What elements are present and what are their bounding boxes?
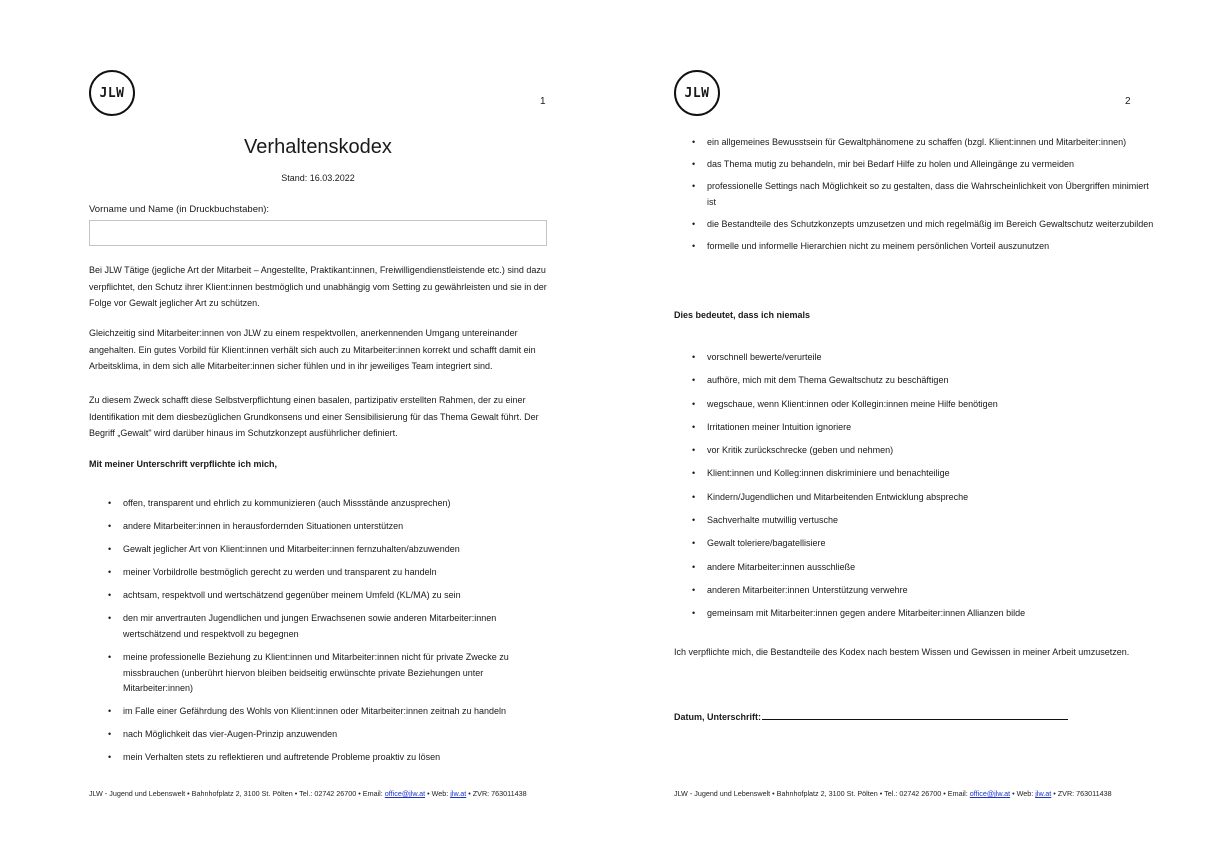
footer-web-label: • Web:	[1010, 789, 1036, 798]
signature-line	[674, 711, 1068, 722]
list-item: • wegschaue, wenn Klient:innen oder Kollegin:innen meine Hilfe benötigen	[692, 397, 1157, 413]
intro-paragraph-3: Zu diesem Zweck schafft diese Selbstverpflichtung einen basalen, partizipativ erstellten Rahmen, der zu einer Identifikation mit dem diesbezüglichen Grundkonsens und einer Sensibilisierung für das Thema Gewalt führt. Der Begriff „Gewalt" wird darüber hinaus im Schutzkonzept ausführlicher definiert.	[89, 395, 539, 438]
list-item: • gemeinsam mit Mitarbeiter:innen gegen andere Mitarbeiter:innen Allianzen bilde	[692, 606, 1157, 622]
list-item: • formelle und informelle Hierarchien nicht zu meinem persönlichen Vorteil auszunutzen	[692, 239, 1157, 255]
footer-address: JLW - Jugend und Lebenswelt • Bahnhofplatz 2, 3100 St. Pölten • Tel.: 02742 26700 • Email:	[674, 789, 970, 798]
jlw-logo: JLW	[674, 70, 720, 116]
document-title: Verhaltenskodex	[244, 136, 392, 158]
list-item: • Klient:innen und Kolleg:innen diskriminiere und benachteilige	[692, 466, 1157, 482]
list-item: • vor Kritik zurückschrecke (geben und nehmen)	[692, 443, 1157, 459]
footer-email-link[interactable]: office@jlw.at	[384, 789, 426, 798]
name-field-label: Vorname und Name (in Druckbuchstaben):	[89, 204, 270, 215]
commitment-list	[108, 496, 548, 773]
list-item: • im Falle einer Gefährdung des Wohls von Klient:innen oder Mitarbeiter:innen zeitnah zu handeln	[108, 704, 548, 720]
page-2	[610, 0, 1220, 862]
footer-zvr: • ZVR: 763011438	[466, 789, 527, 798]
footer-web-link[interactable]: jlw.at	[1035, 789, 1052, 798]
list-item: • das Thema mutig zu behandeln, mir bei Bedarf Hilfe zu holen und Alleingänge zu vermeiden	[692, 157, 1157, 173]
never-list	[692, 350, 1157, 630]
name-input-field[interactable]	[89, 220, 547, 246]
commitment-list-continued	[692, 135, 1157, 261]
document-date: Stand: 16.03.2022	[281, 173, 355, 183]
footer-email-link[interactable]: office@jlw.at	[969, 789, 1011, 798]
commitment-heading: Mit meiner Unterschrift verpflichte ich mich,	[89, 459, 278, 469]
list-item: • ein allgemeines Bewusstsein für Gewaltphänomene zu schaffen (bzgl. Klient:innen und Mitarbeiter:innen)	[692, 135, 1157, 151]
list-item: • meine professionelle Beziehung zu Klient:innen und Mitarbeiter:innen nicht für private Zwecke zu missbrauchen (unberührt hiervon bleiben beidseitig erwünschte private Beziehungen unter Mitarbeiter:innen)	[108, 650, 548, 697]
list-item: • Kindern/Jugendlichen und Mitarbeitenden Entwicklung abspreche	[692, 490, 1157, 506]
list-item: • professionelle Settings nach Möglichkeit so zu gestalten, dass die Wahrscheinlichkeit von Übergriffen minimiert ist	[692, 179, 1157, 210]
footer-web-label: • Web:	[425, 789, 451, 798]
list-item: • Irritationen meiner Intuition ignoriere	[692, 420, 1157, 436]
footer-zvr: • ZVR: 763011438	[1051, 789, 1112, 798]
list-item: • die Bestandteile des Schutzkonzepts umzusetzen und mich regelmäßig im Bereich Gewaltschutz weiterzubilden	[692, 217, 1157, 233]
list-item: • vorschnell bewerte/verurteile	[692, 350, 1157, 366]
list-item: • Gewalt toleriere/bagatellisiere	[692, 536, 1157, 552]
never-heading: Dies bedeutet, dass ich niemals	[674, 310, 811, 320]
list-item: • aufhöre, mich mit dem Thema Gewaltschutz zu beschäftigen	[692, 373, 1157, 389]
list-item: • anderen Mitarbeiter:innen Unterstützung verwehre	[692, 583, 1157, 599]
intro-paragraph-1: Bei JLW Tätige (jegliche Art der Mitarbeit – Angestellte, Praktikant:innen, Freiwilligendienstleistende etc.) sind dazu verpflichtet, den Schutz ihrer Klient:innen bestmöglich und unabhängig vom Setting zu gewährleisten und sie in der Folge vor Gewalt jeglicher Art zu schützen.	[89, 265, 547, 308]
list-item: • Sachverhalte mutwillig vertusche	[692, 513, 1157, 529]
list-item: • Gewalt jeglicher Art von Klient:innen und Mitarbeiter:innen fernzuhalten/abzuwenden	[108, 542, 548, 558]
intro-paragraph-2: Gleichzeitig sind Mitarbeiter:innen von JLW zu einem respektvollen, anerkennenden Umgang untereinander angehalten. Ein gutes Vorbild für Klient:innen verhält sich auch zu Mitarbeiter:innen korrekt und schafft damit ein Arbeitsklima, in dem sich alle Mitarbeiter:innen sicher fühlen und in ihr jeweiliges Team integriert sind.	[89, 328, 536, 371]
page-footer	[89, 789, 527, 798]
list-item: • meiner Vorbildrolle bestmöglich gerecht zu werden und transparent zu handeln	[108, 565, 548, 581]
page-footer	[674, 789, 1112, 798]
list-item: • andere Mitarbeiter:innen ausschließe	[692, 560, 1157, 576]
footer-web-link[interactable]: jlw.at	[450, 789, 467, 798]
list-item: • den mir anvertrauten Jugendlichen und jungen Erwachsenen sowie anderen Mitarbeiter:innen wertschätzend und respektvoll zu begegnen	[108, 611, 548, 642]
signature-label: Datum, Unterschrift:	[674, 712, 762, 722]
list-item: • achtsam, respektvoll und wertschätzend gegenüber meinem Umfeld (KL/MA) zu sein	[108, 588, 548, 604]
list-item: • mein Verhalten stets zu reflektieren und auftretende Probleme proaktiv zu lösen	[108, 750, 548, 766]
signature-field[interactable]	[762, 711, 1068, 720]
list-item: • offen, transparent und ehrlich zu kommunizieren (auch Missstände anzusprechen)	[108, 496, 548, 512]
jlw-logo: JLW	[89, 70, 135, 116]
list-item: • andere Mitarbeiter:innen in herausfordernden Situationen unterstützen	[108, 519, 548, 535]
footer-address: JLW - Jugend und Lebenswelt • Bahnhofplatz 2, 3100 St. Pölten • Tel.: 02742 26700 • Email:	[89, 789, 385, 798]
list-item: • nach Möglichkeit das vier-Augen-Prinzip anzuwenden	[108, 727, 548, 743]
closing-statement: Ich verpflichte mich, die Bestandteile des Kodex nach bestem Wissen und Gewissen in meiner Arbeit umzusetzen.	[674, 647, 1130, 657]
page-number: 2	[1125, 96, 1131, 107]
page-number: 1	[540, 96, 546, 107]
